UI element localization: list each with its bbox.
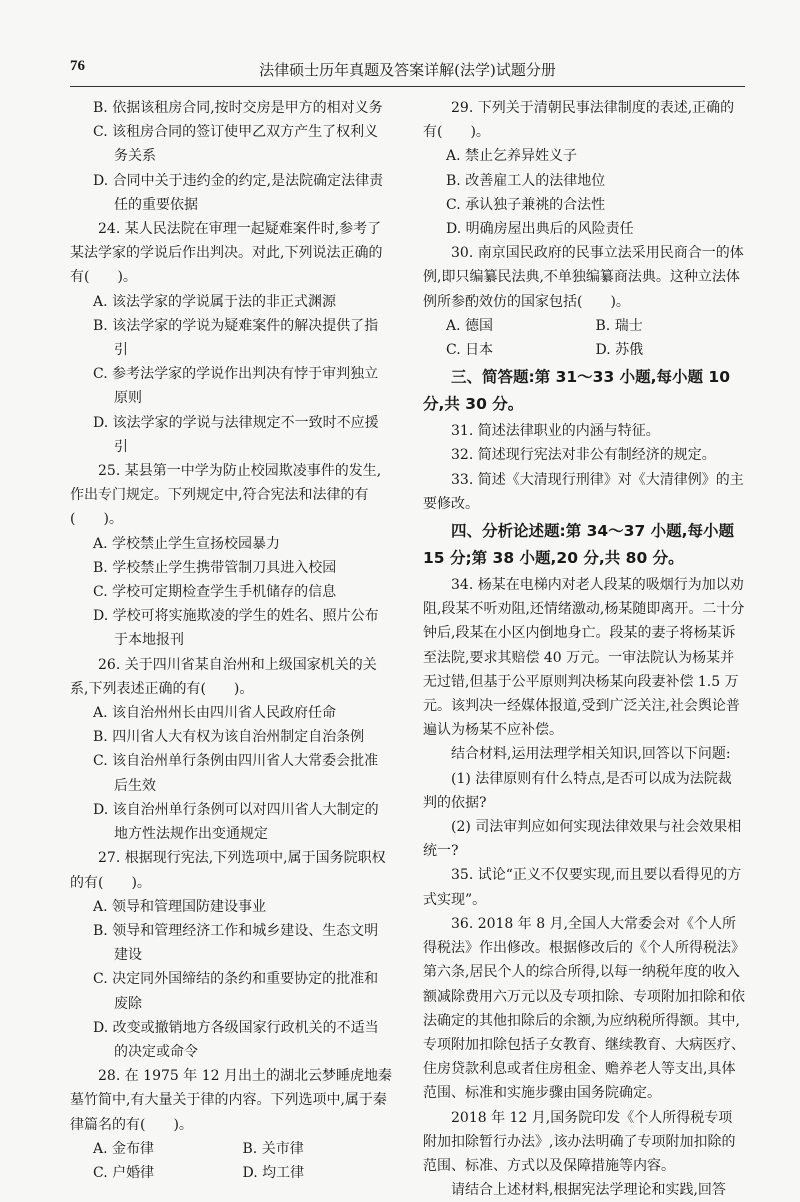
q34-sub2: (2) 司法审判应如何实现法律效果与社会效果相统一? <box>423 819 742 860</box>
q24-stem: 24. 某人民法院在审理一起疑难案件时,参考了某法学家的学说后作出判决。对此,下列说法正确的有( )。 <box>70 221 383 286</box>
q30-options-row-1 <box>423 314 745 338</box>
q29-option-c: C. 承认独子兼祧的合法性 <box>446 196 606 213</box>
q25-option-a: A. 学校禁止学生宣扬校园暴力 <box>93 535 281 552</box>
q30-option-a: A. 德国 <box>446 317 494 334</box>
q28-options-row-1 <box>70 1137 392 1161</box>
q29-stem: 29. 下列关于清朝民事法律制度的表述,正确的有( )。 <box>423 100 735 141</box>
section-3-heading: 三、简答题:第 31～33 小题,每小题 10 分,共 30 分。 <box>423 368 730 413</box>
q23-option-d: D. 合同中关于违约金的约定,是法院确定法律责任的重要依据 <box>93 172 384 213</box>
q30-options-row-2 <box>423 338 745 362</box>
q23-option-b: B. 依据该租房合同,按时交房是甲方的相对义务 <box>93 100 383 116</box>
q26-stem: 26. 关于四川省某自治州和上级国家机关的关系,下列表述正确的有( )。 <box>70 656 377 697</box>
q26-option-c: C. 该自治州单行条例由四川省人大常委会批准后生效 <box>93 753 379 794</box>
q24-option-c: C. 参考法学家的学说作出判决有悖于审判独立原则 <box>93 366 379 407</box>
q26-option-d: D. 该自治州单行条例可以对四川省人大制定的地方性法规作出变通规定 <box>93 801 379 843</box>
q30-option-b: B. 瑞士 <box>595 317 643 334</box>
q34-prompt: 结合材料,运用法理学相关知识,回答以下问题: <box>451 746 731 763</box>
q24-option-d: D. 该法学家的学说与法律规定不一致时不应援引 <box>93 414 379 455</box>
q24-option-a: A. 该法学家的学说属于法的非正式渊源 <box>93 293 337 310</box>
page-header <box>70 58 745 82</box>
page-number: 76 <box>70 58 85 74</box>
q25-option-b: B. 学校禁止学生携带管制刀具进入校园 <box>93 559 337 576</box>
q36-paragraph-1: 36. 2018 年 8 月,全国人大常委会对《个人所得税法》作出修改。根据修改后的《个人所得税法》第六条,居民个人的综合所得,以每一纳税年度的收入额减除费用六万元以及专项扣除、专项附加扣除和依法确定的其他扣除后的余额,为应纳税所得额。其中,专项附加扣除包括子女教育、继续教育、大病医疗、住房贷款利息或者住房租金、赡养老人等支出,具体范围、标准和实施步骤由国务院确定。 <box>423 915 745 1102</box>
q27-option-d: D. 改变或撤销地方各级国家行政机关的不适当的决定或命令 <box>93 1019 379 1060</box>
q25-option-d: D. 学校可将实施欺凌的学生的姓名、照片公布于本地报刊 <box>93 608 379 649</box>
q29-option-d: D. 明确房屋出典后的风险责任 <box>446 221 634 238</box>
q32: 32. 简述现行宪法对非公有制经济的规定。 <box>451 447 716 464</box>
q29-option-b: B. 改善雇工人的法律地位 <box>446 172 606 189</box>
q24-option-b: B. 该法学家的学说为疑难案件的解决提供了指引 <box>93 317 379 359</box>
q31: 31. 简述法律职业的内涵与特征。 <box>451 423 660 440</box>
q35: 35. 试论“正义不仅要实现,而且要以看得见的方式实现”。 <box>423 867 742 908</box>
q26-option-a: A. 该自治州州长由四川省人民政府任命 <box>93 705 337 722</box>
q26-option-b: B. 四川省人大有权为该自治州制定自治条例 <box>93 729 365 746</box>
left-column <box>70 96 392 1185</box>
q23-option-c: C. 该租房合同的签订使甲乙双方产生了权利义务关系 <box>93 124 379 165</box>
q29-option-a: A. 禁止乞养异姓义子 <box>446 148 578 165</box>
q27-stem: 27. 根据现行宪法,下列选项中,属于国务院职权的有( )。 <box>70 850 386 891</box>
q27-option-c: C. 决定同外国缔结的条约和重要协定的批准和废除 <box>93 971 379 1012</box>
q30-stem: 30. 南京国民政府的民事立法采用民商合一的体例,即只编纂民法典,不单独编纂商法典。这种立法体例所参酌效仿的国家包括( )。 <box>423 245 744 310</box>
q27-option-a: A. 领导和管理国防建设事业 <box>93 898 267 915</box>
q28-option-a: A. 金布律 <box>93 1140 155 1157</box>
right-column <box>423 96 745 1202</box>
q28-option-c: C. 户婚律 <box>93 1164 155 1181</box>
q33: 33. 简述《大清现行刑律》对《大清律例》的主要修改。 <box>423 471 744 512</box>
q25-option-c: C. 学校可定期检查学生手机储存的信息 <box>93 584 337 601</box>
q27-option-b: B. 领导和管理经济工作和城乡建设、生态文明建设 <box>93 922 379 964</box>
section-4-heading: 四、分析论述题:第 34～37 小题,每小题 15 分;第 38 小题,20 分,共 80 分。 <box>423 522 735 567</box>
q28-option-d: D. 均工律 <box>242 1164 305 1181</box>
q36-paragraph-3: 请结合上述材料,根据宪法学理论和实践,回答 <box>451 1182 726 1199</box>
header-rule <box>70 86 745 87</box>
q34-sub1: (1) 法律原则有什么特点,是否可以成为法院裁判的依据? <box>423 770 732 811</box>
q25-stem: 25. 某县第一中学为防止校园欺凌事件的发生,作出专门规定。下列规定中,符合宪法和法律的有( )。 <box>70 463 382 528</box>
q28-option-b: B. 关市律 <box>242 1140 304 1157</box>
q30-option-d: D. 苏俄 <box>595 342 644 359</box>
q36-paragraph-2: 2018 年 12 月,国务院印发《个人所得税专项附加扣除暂行办法》,该办法明确了专项附加扣除的范围、标准、方式以及保障措施等内容。 <box>423 1109 736 1174</box>
header-title: 法律硕士历年真题及答案详解(法学)试题分册 <box>259 61 556 79</box>
q28-stem: 28. 在 1975 年 12 月出土的湖北云梦睡虎地秦墓竹简中,有大量关于律的内容。下列选项中,属于秦律篇名的有( )。 <box>70 1068 392 1133</box>
q34-stem: 34. 杨某在电梯内对老人段某的吸烟行为加以劝阻,段某不听劝阻,还情绪激动,杨某随即离开。二十分钟后,段某在小区内倒地身亡。段某的妻子将杨某诉至法院,要求其赔偿 40 万元。一审法院认为杨某并无过错,但基于公平原则判决杨某向段妻补偿 1.5 万元。该判决一经媒体报道,受到广泛关注,社会舆论普遍认为杨某不应补偿。 <box>423 577 745 739</box>
q28-options-row-2 <box>70 1161 392 1185</box>
q30-option-c: C. 日本 <box>446 342 494 359</box>
